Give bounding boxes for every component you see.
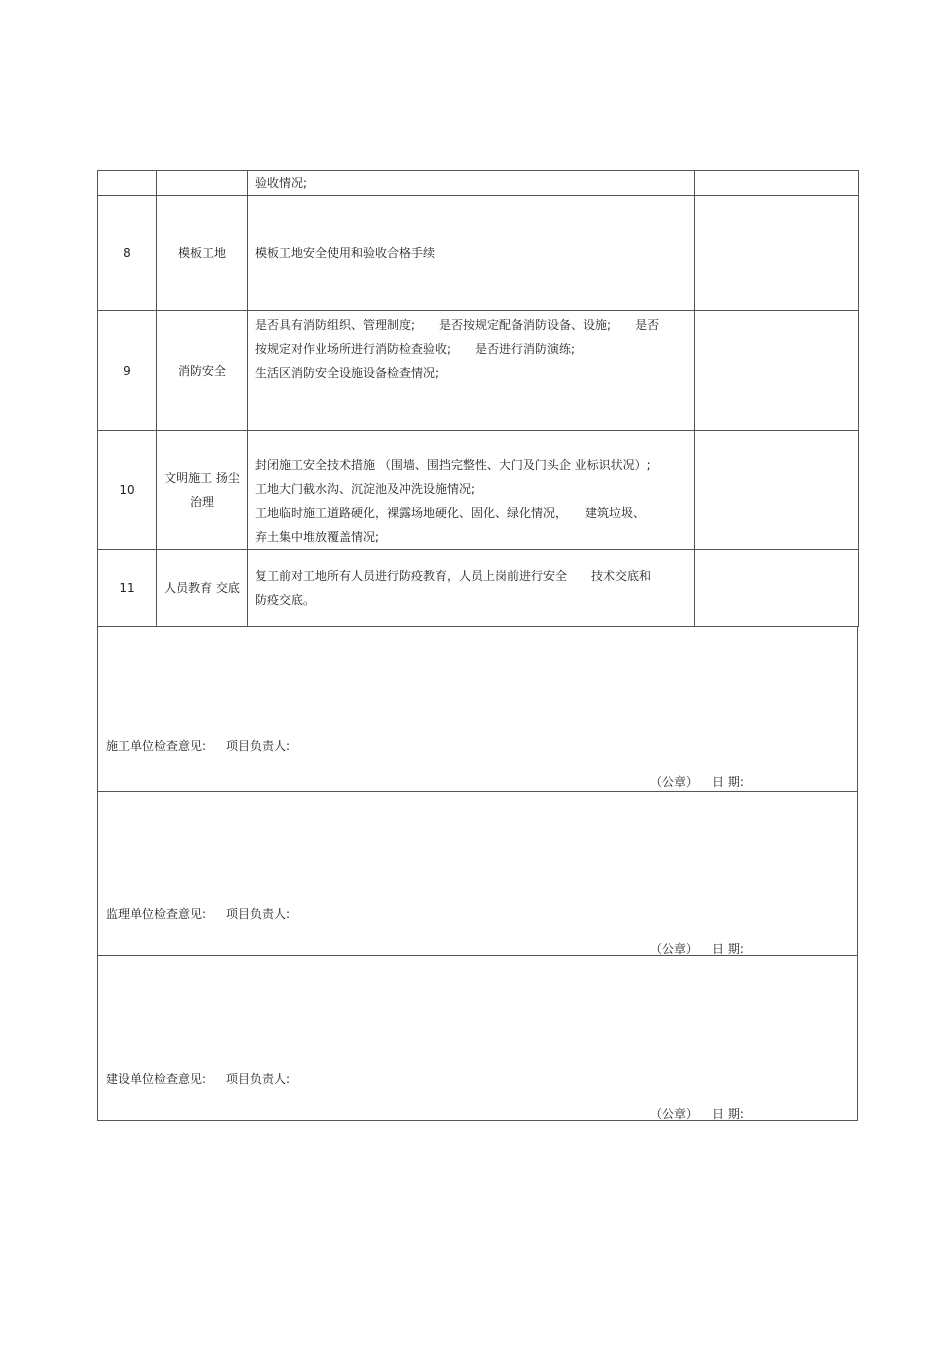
table-row: [98, 431, 859, 550]
content-line: 弃土集中堆放覆盖情况;: [255, 530, 380, 544]
stamp-date-line: [650, 773, 744, 790]
row-result: [695, 550, 859, 627]
row-result: [695, 196, 859, 311]
stamp-label: （公章）: [650, 942, 699, 956]
content-line: 验收情况;: [255, 176, 308, 190]
content-line: 防疫交底。: [255, 593, 316, 607]
row-content: [248, 311, 695, 431]
opinion-block-construction: [97, 627, 858, 792]
table-row: [98, 550, 859, 627]
row-item: 消防安全: [157, 311, 248, 431]
date-label: 日 期:: [712, 942, 744, 956]
row-content: [248, 550, 695, 627]
content-line: 工地临时施工道路硬化，裸露场地硬化、固化、绿化情况， 建筑垃圾、: [255, 506, 646, 520]
row-number: 9: [98, 311, 157, 431]
opinion-label: [106, 737, 290, 754]
inspection-table: [97, 170, 859, 627]
content-line: 模板工地安全使用和验收合格手续: [255, 246, 436, 260]
content-line: 复工前对工地所有人员进行防疫教育，人员上岗前进行安全 技术交底和: [255, 569, 652, 583]
row-content: [248, 196, 695, 311]
content-line: 按规定对作业场所进行消防检查验收; 是否进行消防演练;: [255, 342, 576, 356]
row-item: 人员教育 交底: [157, 550, 248, 627]
project-leader-label: 项目负责人:: [226, 1072, 291, 1086]
row-content: [248, 431, 695, 550]
row-item: 文明施工 扬尘治理: [157, 431, 248, 550]
opinion-unit-label: 施工单位检查意见:: [106, 739, 207, 753]
content-line: 封闭施工安全技术措施 （围墙、围挡完整性、大门及门头企 业标识状况）;: [255, 458, 651, 472]
opinion-block-owner: [97, 956, 858, 1121]
content-line: 生活区消防安全设施设备检查情况;: [255, 366, 440, 380]
row-number: 10: [98, 431, 157, 550]
content-line: 是否具有消防组织、管理制度; 是否按规定配备消防设备、设施; 是否: [255, 318, 660, 332]
row-item: [157, 171, 248, 196]
row-result: [695, 431, 859, 550]
row-number: 8: [98, 196, 157, 311]
row-item: 模板工地: [157, 196, 248, 311]
content-line: 工地大门截水沟、沉淀池及冲洗设施情况;: [255, 482, 476, 496]
project-leader-label: 项目负责人:: [226, 907, 291, 921]
table-row: [98, 311, 859, 431]
opinion-label: [106, 1070, 290, 1087]
stamp-date-line: [650, 1105, 744, 1122]
row-number: [98, 171, 157, 196]
opinion-label: [106, 905, 290, 922]
date-label: 日 期:: [712, 775, 744, 789]
stamp-label: （公章）: [650, 1107, 699, 1121]
table-row: [98, 171, 859, 196]
row-result: [695, 171, 859, 196]
row-number: 11: [98, 550, 157, 627]
date-label: 日 期:: [712, 1107, 744, 1121]
row-result: [695, 311, 859, 431]
project-leader-label: 项目负责人:: [226, 739, 291, 753]
stamp-date-line: [650, 940, 744, 957]
opinion-unit-label: 监理单位检查意见:: [106, 907, 207, 921]
opinion-unit-label: 建设单位检查意见:: [106, 1072, 207, 1086]
table-row: [98, 196, 859, 311]
stamp-label: （公章）: [650, 775, 699, 789]
opinion-block-supervision: [97, 792, 858, 956]
row-content: [248, 171, 695, 196]
inspection-sheet: [97, 170, 858, 1121]
